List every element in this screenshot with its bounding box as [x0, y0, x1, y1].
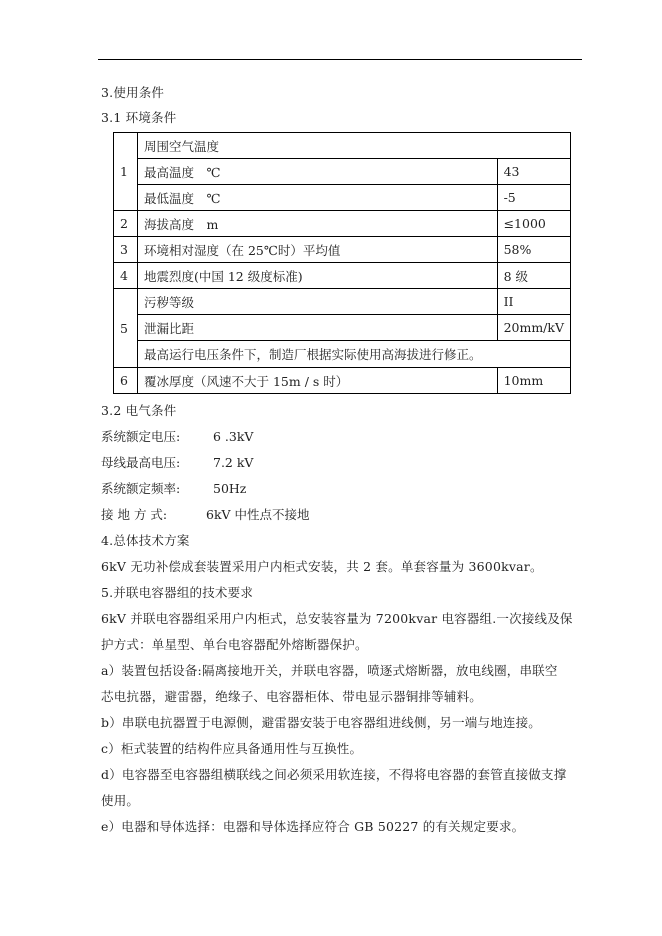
grounding-method	[101, 507, 310, 523]
table-row	[114, 315, 571, 341]
cell-label: 地震烈度(中国 12 级度标准)	[138, 263, 498, 289]
table-row	[114, 368, 571, 394]
field-label: 接 地 方 式:	[101, 507, 168, 522]
cell-label: 泄漏比距	[138, 315, 498, 341]
item-d-line-1: d）电容器至电容器组横联线之间必须采用软连接，不得将电容器的套管直接做支撑	[101, 767, 567, 782]
row-number: 1	[114, 133, 138, 211]
field-value: 6kV 中性点不接地	[206, 507, 310, 522]
item-e: e）电器和导体选择：电器和导体选择应符合 GB 50227 的有关规定要求。	[101, 819, 525, 834]
cell-value: 20mm/kV	[497, 315, 570, 341]
table-row	[114, 289, 571, 315]
cell-value: -5	[497, 185, 570, 211]
table-row	[114, 237, 571, 263]
section-3-1-heading: 3.1 环境条件	[101, 110, 177, 125]
field-label: 母线最高电压:	[101, 455, 181, 470]
cell-label: 周围空气温度	[138, 133, 571, 159]
table-row	[114, 341, 571, 368]
section-5-heading: 5.并联电容器组的技术要求	[101, 585, 254, 600]
row-number: 4	[114, 263, 138, 289]
environment-conditions-table	[113, 132, 571, 394]
table-row	[114, 211, 571, 237]
cell-label: 最高温度 ℃	[138, 159, 498, 185]
table-row	[114, 133, 571, 159]
item-d-line-2: 使用。	[101, 793, 140, 808]
item-b: b）串联电抗器置于电源侧，避雷器安装于电容器组进线侧，另一端与地连接。	[101, 715, 542, 730]
section-3-2-heading: 3.2 电气条件	[101, 403, 177, 418]
row-number: 6	[114, 368, 138, 394]
cell-note: 最高运行电压条件下，制造厂根据实际使用高海拔进行修正。	[138, 341, 571, 368]
cell-value: 58%	[497, 237, 570, 263]
cell-label: 覆冰厚度（风速不大于 15m / s 时）	[138, 368, 498, 394]
row-number: 2	[114, 211, 138, 237]
row-number: 3	[114, 237, 138, 263]
cell-label: 污秽等级	[138, 289, 498, 315]
row-number: 5	[114, 289, 138, 368]
section-5-intro-1: 6kV 并联电容器组采用户内柜式，总安装容量为 7200kvar 电容器组.一次接线及保	[101, 611, 573, 626]
cell-value: II	[497, 289, 570, 315]
cell-value: 8 级	[497, 263, 570, 289]
field-value: 50Hz	[213, 481, 247, 496]
rated-frequency	[101, 481, 246, 497]
cell-label: 环境相对湿度（在 25℃时）平均值	[138, 237, 498, 263]
field-label: 系统额定频率:	[101, 481, 181, 496]
cell-label: 海拔高度 m	[138, 211, 498, 237]
field-value: 6 .3kV	[213, 429, 254, 444]
header-rule	[98, 59, 582, 60]
section-5-intro-2: 护方式：单星型、单台电容器配外熔断器保护。	[101, 637, 368, 652]
cell-value: ≤1000	[497, 211, 570, 237]
cell-label: 最低温度 ℃	[138, 185, 498, 211]
cell-value: 10mm	[497, 368, 570, 394]
cell-value: 43	[497, 159, 570, 185]
section-4-heading: 4.总体技术方案	[101, 533, 190, 548]
table-row	[114, 263, 571, 289]
field-value: 7.2 kV	[213, 455, 254, 470]
section-4-text: 6kV 无功补偿成套装置采用户内柜式安装，共 2 套。单套容量为 3600kvar。	[101, 559, 543, 574]
field-label: 系统额定电压:	[101, 429, 181, 444]
bus-max-voltage	[101, 455, 253, 471]
item-c: c）柜式装置的结构件应具备通用性与互换性。	[101, 741, 363, 756]
item-a-line-2: 芯电抗器，避雷器，绝缘子、电容器柜体、带电显示器铜排等辅料。	[101, 689, 483, 704]
section-3-heading: 3.使用条件	[101, 85, 165, 100]
rated-voltage	[101, 429, 253, 445]
item-a-line-1: a）装置包括设备:隔离接地开关，并联电容器，喷逐式熔断器，放电线圈，串联空	[101, 663, 558, 678]
table-row	[114, 159, 571, 185]
table-row	[114, 185, 571, 211]
